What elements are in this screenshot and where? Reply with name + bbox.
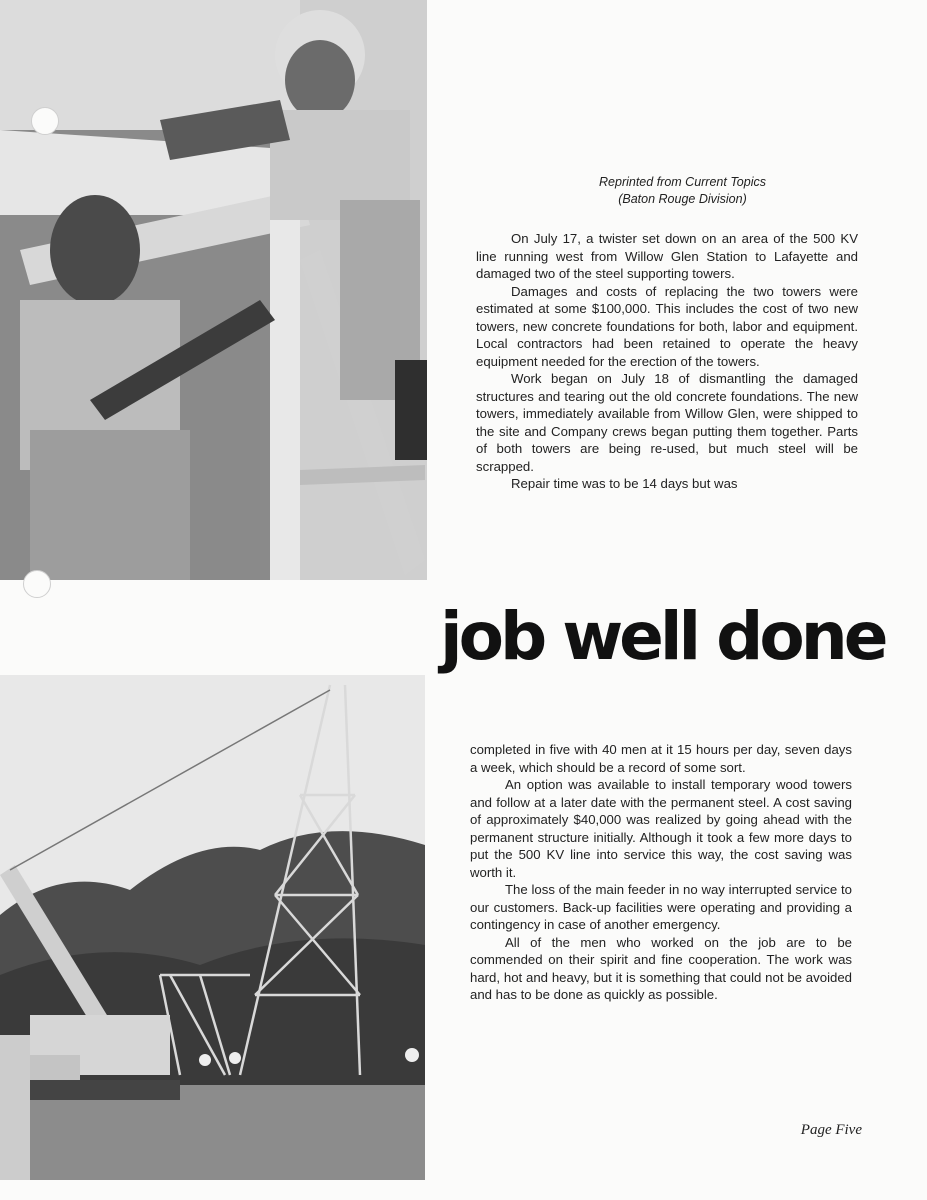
paragraph: Work began on July 18 of dismantling the damaged structures and tearing out the old concrete foundations. The new towers, immediately available from Willow Glen, were shipped to the site and Company crews began putting them together. Parts of both towers are being re-used, but much steel will be scrapped. <box>476 371 858 474</box>
photo-crane-erecting-tower <box>0 675 425 1180</box>
headline: job well done <box>440 598 885 675</box>
binder-hole-middle <box>23 570 51 598</box>
binder-hole-top <box>31 107 59 135</box>
source-line-2: (Baton Rouge Division) <box>618 192 747 206</box>
photo-linemen-on-tower <box>0 0 427 580</box>
paragraph: completed in five with 40 men at it 15 hours per day, seven days a week, which should be a record of some sort. <box>470 742 852 775</box>
source-attribution <box>560 174 805 208</box>
source-line-1: Reprinted from Current Topics <box>599 175 766 189</box>
article-text-bottom <box>470 741 852 1004</box>
paragraph: On July 17, a twister set down on an area of the 500 KV line running west from Willow Glen Station to Lafayette and damaged two of the steel supporting towers. <box>476 231 858 281</box>
article-text-top <box>476 230 858 493</box>
paragraph: The loss of the main feeder in no way interrupted service to our customers. Back-up facilities were operating and providing a contingency in case of another emergency. <box>470 882 852 932</box>
paragraph: All of the men who worked on the job are to be commended on their spirit and fine cooperation. The work was hard, hot and heavy, but it is something that could not be avoided and has to be done as quickly as possible. <box>470 934 852 1002</box>
page-number: Page Five <box>800 1122 862 1138</box>
paragraph: An option was available to install temporary wood towers and follow at a later date with the permanent steel. A cost saving of approximately $40,000 was realized by going ahead with the permanent structure initially. Although it took a few more days to put the 500 KV line into service this way, the cost saving was worth it. <box>470 777 852 880</box>
paragraph: Damages and costs of replacing the two towers were estimated at some $100,000. This includes the cost of two new towers, new concrete foundations for both, labor and equipment. Local contractors had been retained to operate the heavy equipment needed for the erection of the towers. <box>476 283 858 369</box>
paragraph: Repair time was to be 14 days but was <box>511 476 738 491</box>
